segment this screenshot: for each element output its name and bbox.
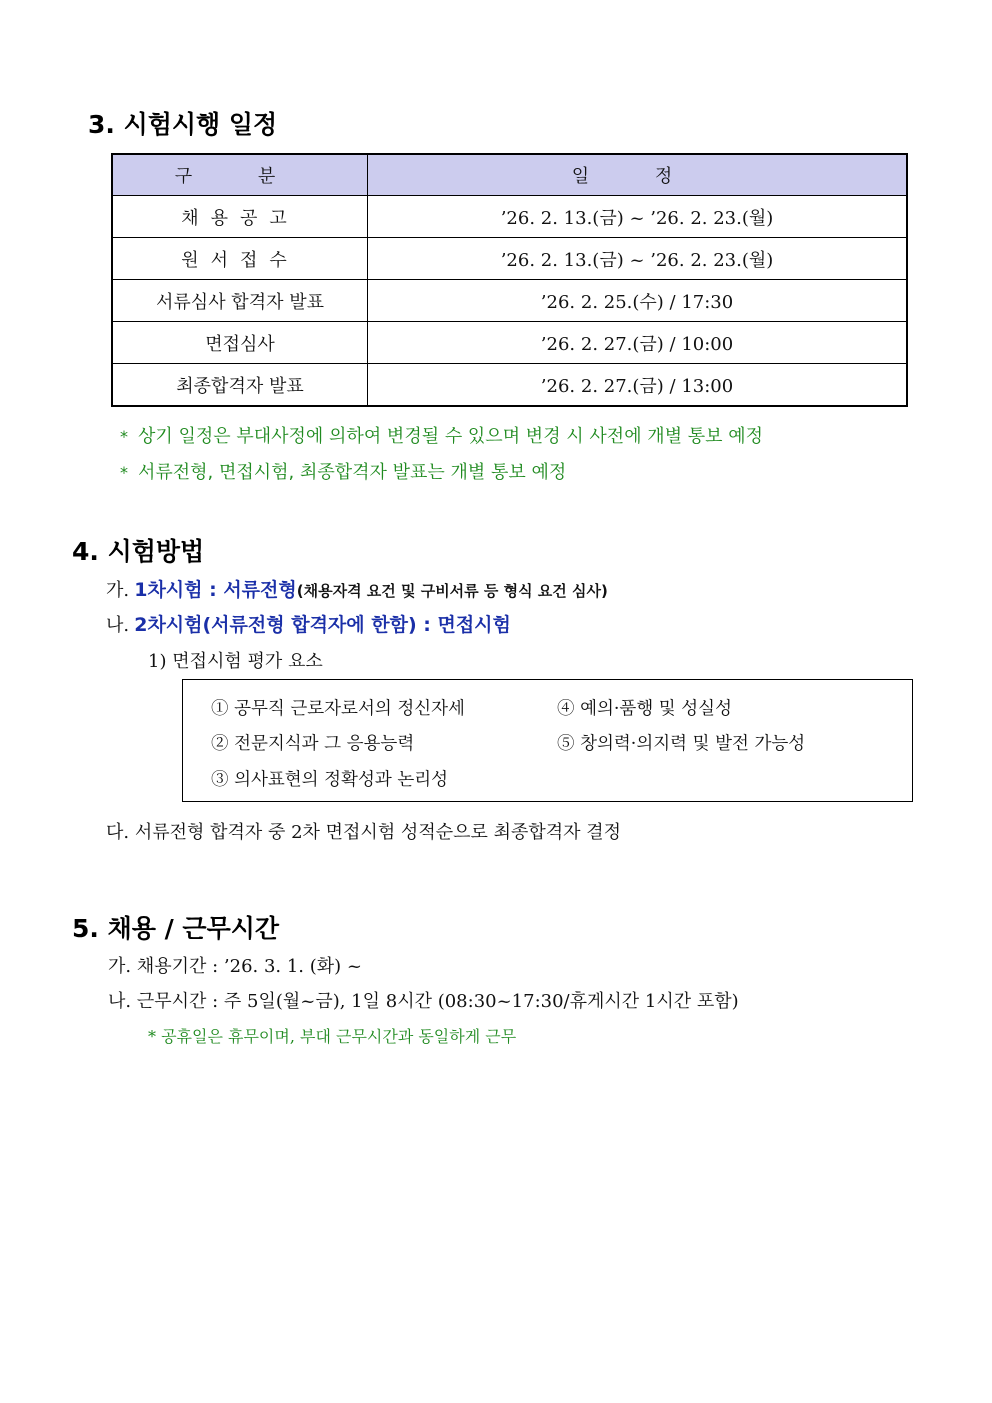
- table-row: [112, 322, 907, 364]
- item-prefix: 가.: [106, 580, 130, 601]
- note-mark: *: [120, 427, 128, 446]
- row-value: ’26. 2. 25.(수) / 17:30: [368, 280, 908, 322]
- note-mark: *: [120, 463, 128, 482]
- method-item-b: [106, 610, 511, 637]
- holiday-note: * 공휴일은 휴무이며, 부대 근무시간과 동일하게 근무: [148, 1027, 517, 1046]
- working-hours: 나. 근무시간 : 주 5일(월~금), 1일 8시간 (08:30~17:30/휴게시간 1시간 포함): [108, 991, 739, 1012]
- schedule-table: [111, 153, 908, 407]
- row-label: 채용공고: [112, 196, 368, 238]
- criterion: ④ 예의·품행 및 성실성: [557, 699, 732, 719]
- item-main: 1차시험 : 서류전형: [134, 579, 297, 601]
- criterion: ③ 의사표현의 정확성과 논리성: [211, 770, 449, 790]
- table-row: [112, 238, 907, 280]
- method-item-a: [106, 575, 608, 602]
- table-row: [112, 196, 907, 238]
- note-text: 서류전형, 면접시험, 최종합격자 발표는 개별 통보 예정: [138, 462, 567, 483]
- row-label: 원서접수: [112, 238, 368, 280]
- header-category: 구 분: [112, 154, 368, 196]
- employment-period: 가. 채용기간 : ’26. 3. 1. (화) ~: [108, 956, 362, 977]
- note-text: 상기 일정은 부대사정에 의하여 변경될 수 있으며 변경 시 사전에 개별 통보 예정: [138, 426, 764, 447]
- table-row: [112, 364, 907, 407]
- criterion: ② 전문지식과 그 응용능력: [211, 734, 415, 754]
- interview-criteria-heading: 1) 면접시험 평가 요소: [148, 651, 323, 672]
- method-item-c: 다. 서류전형 합격자 중 2차 면접시험 성적순으로 최종합격자 결정: [106, 822, 622, 843]
- schedule-note: [120, 422, 763, 448]
- row-label: 면접심사: [112, 322, 368, 364]
- row-value: ’26. 2. 27.(금) / 10:00: [368, 322, 908, 364]
- header-schedule: 일 정: [368, 154, 908, 196]
- item-sub: (채용자격 요건 및 구비서류 등 형식 요건 심사): [296, 582, 608, 600]
- row-label: 최종합격자 발표: [112, 364, 368, 407]
- row-value: ’26. 2. 13.(금) ~ ’26. 2. 23.(월): [368, 196, 908, 238]
- row-value: ’26. 2. 27.(금) / 13:00: [368, 364, 908, 407]
- table-row: [112, 280, 907, 322]
- section3-title: 3. 시험시행 일정: [88, 110, 278, 139]
- row-label: 서류심사 합격자 발표: [112, 280, 368, 322]
- criterion: ⑤ 창의력·의지력 및 발전 가능성: [557, 734, 806, 754]
- criteria-box: [182, 679, 913, 802]
- schedule-note: [120, 458, 566, 484]
- item-main: 2차시험(서류전형 합격자에 한함) : 면접시험: [134, 614, 511, 636]
- section5-title: 5. 채용 / 근무시간: [72, 914, 280, 943]
- row-value: ’26. 2. 13.(금) ~ ’26. 2. 23.(월): [368, 238, 908, 280]
- section4-title: 4. 시험방법: [72, 537, 205, 566]
- item-prefix: 나.: [106, 615, 130, 636]
- criterion: ① 공무직 근로자로서의 정신자세: [211, 699, 465, 719]
- table-header-row: [112, 154, 907, 196]
